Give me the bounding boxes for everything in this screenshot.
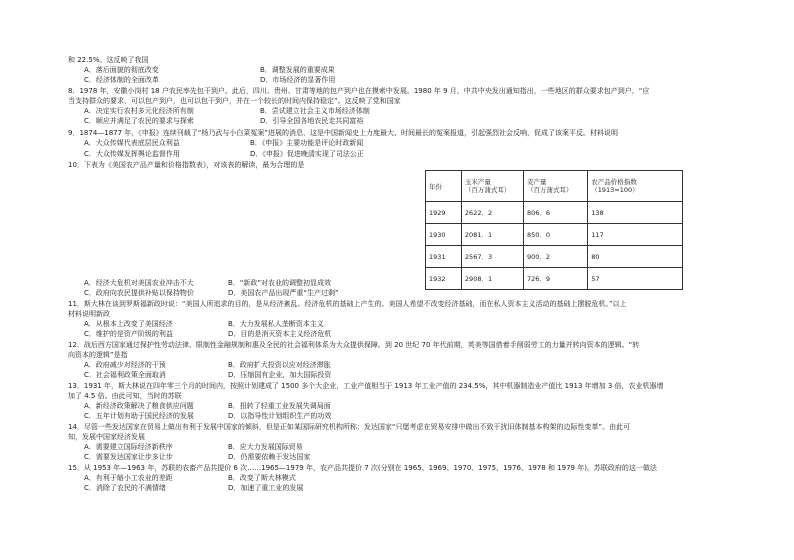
q13-option-d: D．以指导性计划组织生产的功效 bbox=[228, 412, 332, 420]
q8-option-b: B．尝试建立社会主义市场经济体制 bbox=[260, 107, 370, 115]
q11-option-a: A．从根本上改变了美国经济 bbox=[84, 320, 173, 328]
q8-option-a: A．决定实行农村多元化经济所有制 bbox=[84, 107, 194, 115]
q11-stem-line1: 11．斯大林在谈到罗斯福新政时说：“美国人所追求的目的，是从经济紊乱、经济危机的基础上产生的。美国人希望不改变经济基础，而在私人资本主义活动的基础上摆脱危机。”以上 bbox=[68, 300, 627, 308]
q14-stem-line1: 14．尽管一些发达国家在贸易上做出有利于发展中国家的倾斜，但是正如某国际研究机构所称：发达国家“只愿考虑在贸易安排中做出不致干扰旧体制基本构架的边际性变革”。由此可 bbox=[68, 423, 631, 431]
q10-option-c: C．政府向农民提供补贴以保持物价 bbox=[84, 289, 194, 297]
cell-corn: 2622．2 bbox=[461, 202, 523, 224]
table-header-row bbox=[426, 171, 683, 202]
q8-stem-line1: 8．1978 年，安徽小岗村 18 户农民率先包干到户。此后，四川、贵州、甘肃等地的包产到户也在摸索中发展。1980 年 9 月，中共中央发出通知指出，一些地区的群众要求包产到户，“应 bbox=[68, 87, 650, 95]
q7-option-b: B．调整发展的重要成果 bbox=[260, 66, 335, 74]
q9-option-a: A．大众传媒代表底层民众利益 bbox=[84, 139, 180, 147]
q12-stem-line2: 向资本的逻辑”是指 bbox=[68, 351, 128, 359]
q15-option-d: D．加速了重工业的发展 bbox=[228, 484, 304, 492]
header-wheat: 麦产量 （百万蒲式耳） bbox=[523, 171, 587, 202]
q8-option-c: C．顺应并满足了农民的要求与探索 bbox=[84, 117, 194, 125]
table-row bbox=[426, 224, 683, 246]
q14-option-a: A．需要建立国际经济新秩序 bbox=[84, 443, 173, 451]
q14-option-b: B．应大力发展国际贸易 bbox=[228, 443, 303, 451]
q11-stem-line2: 材料说明新政 bbox=[68, 310, 110, 318]
header-corn: 玉米产量 （百万蒲式耳） bbox=[461, 171, 523, 202]
cell-wheat: 900．2 bbox=[523, 246, 587, 268]
cell-wheat: 726．9 bbox=[523, 268, 587, 290]
q13-stem-line2: 加了 4.5 倍。由此可知，当时的苏联 bbox=[68, 392, 182, 400]
q10-option-b: B．“新政”对农业的调整初显成效 bbox=[228, 279, 332, 287]
cell-price: 80 bbox=[588, 246, 683, 268]
q7-stem-tail: 和 22.5%。这反映了我国 bbox=[68, 56, 149, 64]
cell-wheat: 806．6 bbox=[523, 202, 587, 224]
q7-option-c: C．经济体制的全面改革 bbox=[84, 76, 159, 84]
q11-option-d: D．目的是消灭资本主义经济危机 bbox=[228, 330, 332, 338]
cell-year: 1930 bbox=[426, 224, 462, 246]
table-row bbox=[426, 268, 683, 290]
cell-year: 1929 bbox=[426, 202, 462, 224]
q15-stem: 15．从 1953 年—1963 年，苏联的农畜产品共提价 6 次……1965—1979 年，农产品共提价 7 次(分别在 1965、1969、1970、1975、1976、1978 和 1979 年)。苏联政府的这一做法 bbox=[68, 464, 657, 472]
q12-option-c: C．社会福利政策全面取消 bbox=[84, 371, 166, 379]
q7-option-a: A．落后面貌的彻底改变 bbox=[84, 66, 159, 74]
cell-corn: 2081．1 bbox=[461, 224, 523, 246]
q14-option-c: C．需要发达国家让步多让步 bbox=[84, 453, 173, 461]
q14-option-d: D．仍需要依赖于发达国家 bbox=[228, 453, 311, 461]
cell-corn: 2567．3 bbox=[461, 246, 523, 268]
header-price-index: 农产品价格指数 （1913=100） bbox=[588, 171, 683, 202]
q15-option-c: C．消除了农民的不满情绪 bbox=[84, 484, 166, 492]
q13-option-b: B．扭转了轻重工业发展失调局面 bbox=[228, 402, 331, 410]
cell-price: 57 bbox=[588, 268, 683, 290]
table-row bbox=[426, 246, 683, 268]
cell-corn: 2908．1 bbox=[461, 268, 523, 290]
cell-year: 1931 bbox=[426, 246, 462, 268]
cell-wheat: 850．0 bbox=[523, 224, 587, 246]
q14-stem-line2: 知，发展中国家经济发展 bbox=[68, 433, 145, 441]
q11-option-b: B．大力发展私人垄断资本主义 bbox=[228, 320, 324, 328]
q8-option-d: D．引导全国各地农民走共同富裕 bbox=[260, 117, 364, 125]
q13-stem-line1: 13．1931 年，斯大林说在四年零三个月的时间内，按照计划建成了 1500 多个大企业，工业产值相当于 1913 年工业产值的 234.5%，其中机器制造业产值比 1913 年增加 3 倍，农业机器增 bbox=[68, 382, 664, 390]
q10-option-d: D．美国农产品出现严重“生产过剩” bbox=[228, 289, 339, 297]
q15-option-a: A．有利于缩小工农业的差距 bbox=[84, 474, 173, 482]
q9-stem: 9．1874—1877 年，《申报》连续刊载了“杨乃武与小白菜冤案”进展的消息，这是中国新闻史上力度最大、时间最长的冤案报道，引起强烈社会反响，促成了该案平反。材料说明 bbox=[68, 129, 619, 137]
q10-stem: 10．下表为《美国农产品产量和价格指数表》，对该表的解读，最为合理的是 bbox=[68, 161, 305, 169]
q9-option-d: D．《申报》促进晚清实现了司法公正 bbox=[250, 150, 364, 158]
cell-year: 1932 bbox=[426, 268, 462, 290]
q10-option-a: A．经济大危机对美国农业冲击不大 bbox=[84, 279, 194, 287]
q13-option-a: A．新经济政策解决了粮食供应问题 bbox=[84, 402, 194, 410]
farm-output-price-table bbox=[425, 170, 683, 290]
q7-option-d: D．市场经济的显著作用 bbox=[260, 76, 336, 84]
q8-stem-line2: 当支持群众的要求，可以包产到户，也可以包干到户，并在一个较长的时间内保持稳定”。这反映了党和国家 bbox=[68, 97, 401, 105]
header-year: 年份 bbox=[426, 171, 462, 202]
q11-option-c: C．维护的是资产阶级的利益 bbox=[84, 330, 173, 338]
q12-option-d: D．压缩国有企业，加大国际投资 bbox=[228, 371, 332, 379]
q12-option-b: B．政府扩大投资以应对经济滞胀 bbox=[228, 361, 331, 369]
q12-option-a: A．政府减少对经济的干预 bbox=[84, 361, 166, 369]
cell-price: 117 bbox=[588, 224, 683, 246]
cell-price: 138 bbox=[588, 202, 683, 224]
q13-option-c: C．五年计划有助于国民经济的发展 bbox=[84, 412, 194, 420]
q15-option-b: B．改变了斯大林模式 bbox=[228, 474, 296, 482]
q12-stem-line1: 12．战后西方国家通过保护性劳动法律、限制性金融规制和惠及全民的社会福利体系为大众提供保障。到 20 世纪 70 年代前期，英美等国借着手削弱劳工的力量并转向资本的逻辑。“转 bbox=[68, 341, 640, 349]
q9-option-b: B．《申报》主要功能是评论时政新闻 bbox=[250, 139, 364, 147]
table-row bbox=[426, 202, 683, 224]
q9-option-c: C．大众传媒发挥舆论监督作用 bbox=[84, 150, 180, 158]
